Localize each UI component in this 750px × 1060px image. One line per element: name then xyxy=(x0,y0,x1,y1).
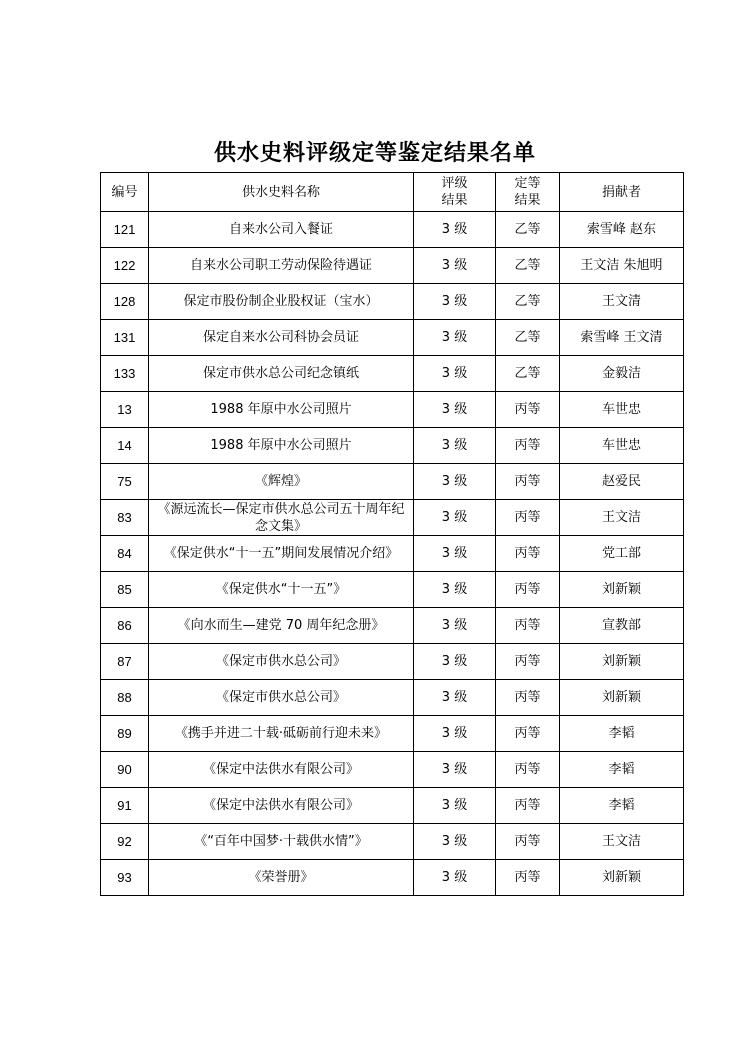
cell-id: 83 xyxy=(101,500,149,536)
cell-donor: 金毅洁 xyxy=(560,356,684,392)
cell-donor: 车世忠 xyxy=(560,428,684,464)
table-row xyxy=(101,572,684,608)
cell-level: 丙等 xyxy=(496,464,560,500)
table-row xyxy=(101,644,684,680)
cell-donor: 车世忠 xyxy=(560,392,684,428)
cell-donor: 刘新颖 xyxy=(560,680,684,716)
table-row xyxy=(101,428,684,464)
cell-level: 丙等 xyxy=(496,680,560,716)
cell-level: 丙等 xyxy=(496,644,560,680)
cell-name: 《保定供水“十一五”》 xyxy=(149,572,414,608)
cell-id: 87 xyxy=(101,644,149,680)
table-row xyxy=(101,536,684,572)
cell-id: 86 xyxy=(101,608,149,644)
cell-level: 丙等 xyxy=(496,392,560,428)
cell-donor: 李韬 xyxy=(560,752,684,788)
cell-donor: 索雪峰 王文清 xyxy=(560,320,684,356)
cell-grade: 3 级 xyxy=(414,572,496,608)
cell-grade: 3 级 xyxy=(414,824,496,860)
cell-name: 《向水而生—建党 70 周年纪念册》 xyxy=(149,608,414,644)
table-row xyxy=(101,500,684,536)
cell-name: 《辉煌》 xyxy=(149,464,414,500)
cell-name: 《保定中法供水有限公司》 xyxy=(149,752,414,788)
cell-id: 122 xyxy=(101,248,149,284)
table-row xyxy=(101,392,684,428)
cell-grade: 3 级 xyxy=(414,788,496,824)
cell-level: 丙等 xyxy=(496,824,560,860)
cell-id: 13 xyxy=(101,392,149,428)
cell-grade: 3 级 xyxy=(414,464,496,500)
cell-id: 85 xyxy=(101,572,149,608)
cell-donor: 刘新颖 xyxy=(560,644,684,680)
cell-level: 丙等 xyxy=(496,788,560,824)
cell-id: 133 xyxy=(101,356,149,392)
cell-grade: 3 级 xyxy=(414,428,496,464)
table-row xyxy=(101,212,684,248)
cell-grade: 3 级 xyxy=(414,320,496,356)
cell-name: 《保定市供水总公司》 xyxy=(149,644,414,680)
cell-donor: 宣教部 xyxy=(560,608,684,644)
cell-id: 121 xyxy=(101,212,149,248)
cell-donor: 王文洁 xyxy=(560,500,684,536)
cell-level: 丙等 xyxy=(496,428,560,464)
cell-donor: 党工部 xyxy=(560,536,684,572)
cell-id: 91 xyxy=(101,788,149,824)
cell-donor: 李韬 xyxy=(560,788,684,824)
cell-grade: 3 级 xyxy=(414,284,496,320)
header-row xyxy=(101,173,684,212)
cell-grade: 3 级 xyxy=(414,500,496,536)
cell-grade: 3 级 xyxy=(414,644,496,680)
header-level: 定等 结果 xyxy=(496,173,560,212)
cell-donor: 刘新颖 xyxy=(560,572,684,608)
cell-name: 《携手并进二十载·砥砺前行迎未来》 xyxy=(149,716,414,752)
cell-name: 《源远流长—保定市供水总公司五十周年纪念文集》 xyxy=(149,500,414,536)
cell-level: 乙等 xyxy=(496,356,560,392)
cell-grade: 3 级 xyxy=(414,212,496,248)
cell-id: 93 xyxy=(101,860,149,896)
page-title: 供水史料评级定等鉴定结果名单 xyxy=(213,140,536,166)
cell-grade: 3 级 xyxy=(414,680,496,716)
cell-name: 保定市股份制企业股权证（宝水） xyxy=(149,284,414,320)
cell-level: 丙等 xyxy=(496,536,560,572)
table-row xyxy=(101,716,684,752)
cell-level: 丙等 xyxy=(496,752,560,788)
header-name: 供水史料名称 xyxy=(149,173,414,212)
cell-name: 自来水公司职工劳动保险待遇证 xyxy=(149,248,414,284)
cell-name: 保定自来水公司科协会员证 xyxy=(149,320,414,356)
cell-donor: 索雪峰 赵东 xyxy=(560,212,684,248)
cell-donor: 王文清 xyxy=(560,284,684,320)
table-body xyxy=(101,212,684,896)
table-row xyxy=(101,680,684,716)
cell-grade: 3 级 xyxy=(414,716,496,752)
table-row xyxy=(101,752,684,788)
cell-id: 88 xyxy=(101,680,149,716)
cell-level: 丙等 xyxy=(496,572,560,608)
cell-name: 《荣誉册》 xyxy=(149,860,414,896)
table-row xyxy=(101,464,684,500)
cell-grade: 3 级 xyxy=(414,356,496,392)
header-grade: 评级 结果 xyxy=(414,173,496,212)
cell-id: 90 xyxy=(101,752,149,788)
header-donor: 捐献者 xyxy=(560,173,684,212)
cell-level: 乙等 xyxy=(496,284,560,320)
cell-donor: 王文洁 朱旭明 xyxy=(560,248,684,284)
table-row xyxy=(101,356,684,392)
table-row xyxy=(101,788,684,824)
results-table xyxy=(100,172,684,896)
cell-id: 131 xyxy=(101,320,149,356)
cell-grade: 3 级 xyxy=(414,536,496,572)
cell-level: 丙等 xyxy=(496,716,560,752)
cell-id: 89 xyxy=(101,716,149,752)
cell-id: 84 xyxy=(101,536,149,572)
cell-donor: 刘新颖 xyxy=(560,860,684,896)
cell-donor: 王文洁 xyxy=(560,824,684,860)
cell-grade: 3 级 xyxy=(414,392,496,428)
cell-grade: 3 级 xyxy=(414,248,496,284)
cell-donor: 李韬 xyxy=(560,716,684,752)
cell-name: 《保定市供水总公司》 xyxy=(149,680,414,716)
cell-id: 128 xyxy=(101,284,149,320)
table-row xyxy=(101,824,684,860)
cell-name: 1988 年原中水公司照片 xyxy=(149,392,414,428)
cell-name: 保定市供水总公司纪念镇纸 xyxy=(149,356,414,392)
cell-level: 乙等 xyxy=(496,248,560,284)
table-row xyxy=(101,284,684,320)
cell-id: 75 xyxy=(101,464,149,500)
cell-grade: 3 级 xyxy=(414,860,496,896)
cell-name: 《保定供水“十一五”期间发展情况介绍》 xyxy=(149,536,414,572)
table-row xyxy=(101,608,684,644)
cell-name: 1988 年原中水公司照片 xyxy=(149,428,414,464)
cell-name: 《保定中法供水有限公司》 xyxy=(149,788,414,824)
table-row xyxy=(101,320,684,356)
cell-name: 《“百年中国梦·十载供水情”》 xyxy=(149,824,414,860)
table-row xyxy=(101,248,684,284)
cell-level: 乙等 xyxy=(496,320,560,356)
cell-name: 自来水公司入餐证 xyxy=(149,212,414,248)
cell-grade: 3 级 xyxy=(414,608,496,644)
cell-id: 92 xyxy=(101,824,149,860)
cell-level: 丙等 xyxy=(496,608,560,644)
cell-donor: 赵爱民 xyxy=(560,464,684,500)
cell-level: 乙等 xyxy=(496,212,560,248)
table-row xyxy=(101,860,684,896)
cell-id: 14 xyxy=(101,428,149,464)
header-id: 编号 xyxy=(101,173,149,212)
cell-grade: 3 级 xyxy=(414,752,496,788)
cell-level: 丙等 xyxy=(496,860,560,896)
cell-level: 丙等 xyxy=(496,500,560,536)
